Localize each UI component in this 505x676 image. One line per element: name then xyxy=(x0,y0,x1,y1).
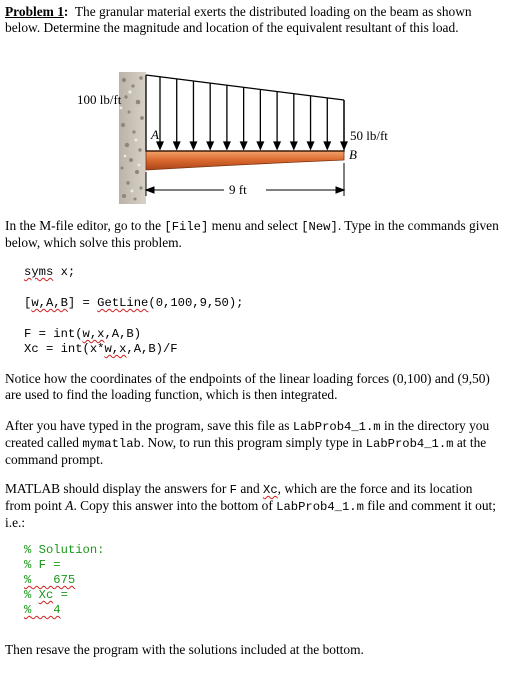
code-token: ,A,B)/F xyxy=(126,342,178,356)
code-line-getline xyxy=(24,296,243,311)
notice-paragraph: Notice how the coordinates of the endpoints of the linear loading forces (0,100) and (9,50) are used to find the loading function, which is then integrated. xyxy=(5,371,490,402)
text: in the directory you created called xyxy=(5,418,490,450)
text: . Now, to run this program simply type in xyxy=(140,435,366,450)
code-token: w,x xyxy=(82,327,105,341)
file-menu-ref: [File] xyxy=(164,220,209,234)
code-token: ,A,B) xyxy=(104,327,142,341)
comment-f-value xyxy=(24,573,75,588)
text: , which are the force and its location from point xyxy=(5,481,473,513)
load-arrow-head xyxy=(341,142,347,149)
text: file and comment it out; i.e.: xyxy=(5,498,496,530)
load-arrow-head xyxy=(207,142,213,149)
load-arrow-head xyxy=(274,142,280,149)
code-token: ] = xyxy=(67,296,98,310)
text: . Copy this answer into the bottom of xyxy=(73,498,277,513)
load-arrow-head xyxy=(157,142,163,149)
load-arrow-head xyxy=(224,142,230,149)
load-arrow-head xyxy=(174,142,180,149)
comment-xc xyxy=(24,588,68,603)
code-token: 4 xyxy=(31,603,61,617)
file-name-ref: LabProb4_1.m xyxy=(292,420,381,434)
beam xyxy=(146,151,344,170)
code-line-force xyxy=(24,327,141,342)
code-line-xc xyxy=(24,342,178,357)
final-instruction: Then resave the program with the solutions included at the bottom. xyxy=(5,642,364,657)
save-instructions xyxy=(5,418,500,468)
code-token: (0,100,9,50); xyxy=(148,296,244,310)
load-left-label: 100 lb/ft xyxy=(77,92,122,107)
code-token: = xyxy=(53,588,68,602)
text: and xyxy=(236,481,263,496)
code-token: F = int( xyxy=(24,327,83,341)
code-token: GetLine xyxy=(97,296,149,310)
comment-solution: % Solution: xyxy=(24,543,105,557)
beam-diagram xyxy=(0,0,505,210)
code-token: w,A,B xyxy=(31,296,68,310)
load-arrow-head xyxy=(241,142,247,149)
text: MATLAB should display the answers for xyxy=(5,481,230,496)
editor-instructions xyxy=(5,218,500,251)
text: menu and select xyxy=(208,218,302,233)
point-ref: A xyxy=(65,498,74,513)
code-token: 675 xyxy=(31,573,76,587)
code-token: syms xyxy=(24,265,54,279)
file-name-ref: LabProb4_1.m xyxy=(276,500,364,514)
var-f-ref: F xyxy=(229,483,237,497)
code-token: % xyxy=(24,588,39,602)
code-token: % xyxy=(24,573,32,587)
var-xc-ref: Xc xyxy=(263,483,278,497)
load-arrow-head xyxy=(257,142,263,149)
load-arrow-head xyxy=(190,142,196,149)
matlab-output-instructions xyxy=(5,481,500,531)
code-token: [ xyxy=(24,296,32,310)
problem-text: The granular material exerts the distributed loading on the beam as shown below. Determine the magnitude and location of the equivalent resultant of this load. xyxy=(5,4,472,35)
distributed-load xyxy=(146,75,347,152)
text: . Type in the commands given below, which solve this problem. xyxy=(5,218,499,250)
code-token: Xc xyxy=(38,588,54,602)
directory-ref: mymatlab xyxy=(82,437,141,451)
problem-statement: Problem 1: The granular material exerts the distributed loading on the beam as shown below. Determine the magnitude and location of the equivalent resultant of this load. xyxy=(5,4,472,35)
load-arrow-head xyxy=(308,142,314,149)
code-token: % xyxy=(24,603,32,617)
text: In the M-file editor, go to the xyxy=(5,218,165,233)
code-token: w,x xyxy=(104,342,127,356)
problem-label: Problem 1 xyxy=(5,4,64,19)
load-right-label: 50 lb/ft xyxy=(350,128,388,143)
text: at the command prompt. xyxy=(5,435,487,467)
span-label: 9 ft xyxy=(229,182,247,197)
comment-f: % F = xyxy=(24,558,61,572)
new-menu-ref: [New] xyxy=(301,220,338,234)
file-name-ref: LabProb4_1.m xyxy=(365,437,454,451)
code-token: Xc = int(x* xyxy=(24,342,105,356)
comment-xc-value xyxy=(24,603,61,618)
granular-wall xyxy=(119,72,146,204)
load-arrow-head xyxy=(291,142,297,149)
point-b-label: B xyxy=(349,147,357,162)
load-arrow-head xyxy=(324,142,330,149)
point-a-label: A xyxy=(151,127,159,142)
code-token: x; xyxy=(53,265,76,279)
text: After you have typed in the program, save this file as xyxy=(5,418,293,433)
code-line-syms xyxy=(24,265,75,280)
